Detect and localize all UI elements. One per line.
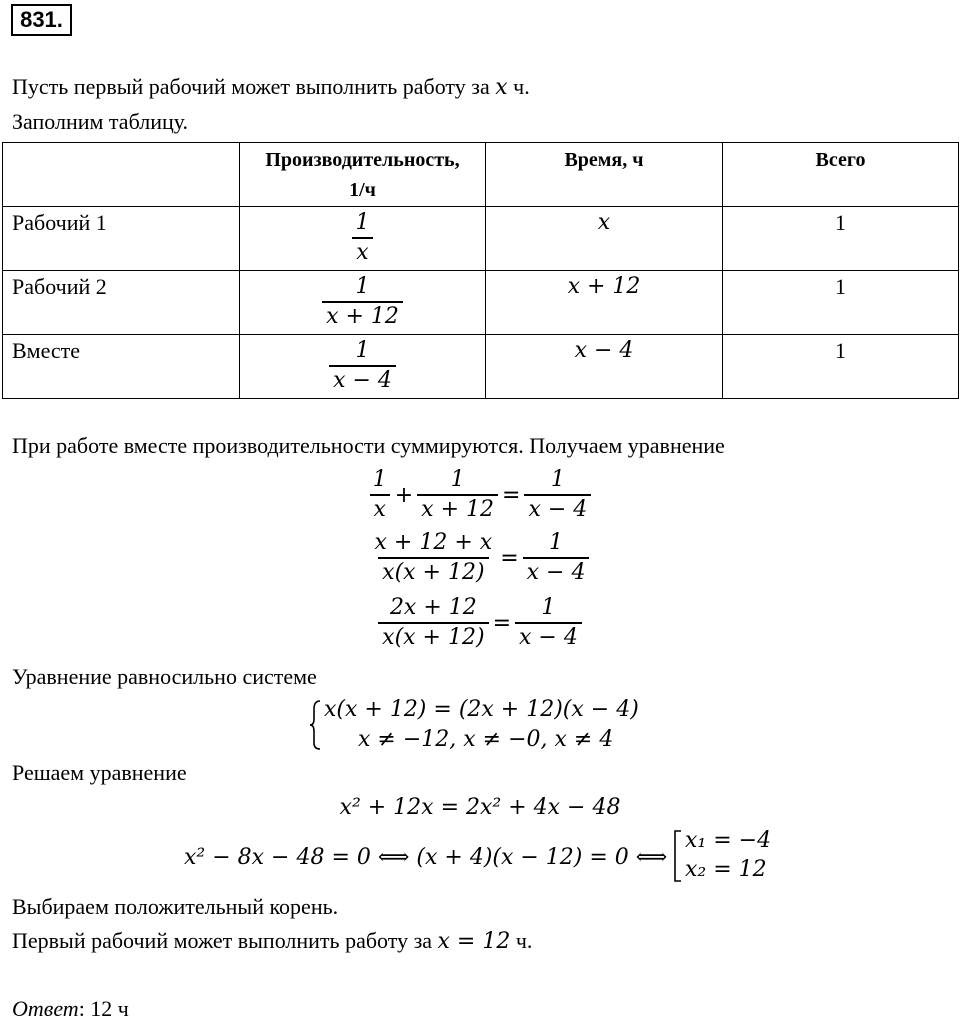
- text-sum: При работе вместе производительности суммируются. Получаем уравнение: [12, 433, 725, 458]
- conclusion: [12, 928, 532, 954]
- row-total: 1: [723, 271, 959, 335]
- data-table: [2, 142, 959, 399]
- bracket-icon: [673, 830, 683, 882]
- conclusion-math: x = 12: [437, 929, 511, 954]
- solve-step-2: x² − 8x − 48 = 0 ⟺ (x + 4)(x − 12) = 0 ⟺: [184, 845, 668, 870]
- intro-line-1: [12, 74, 530, 100]
- answer-value: : 12 ч: [78, 996, 129, 1021]
- root-2: x₂ = 12: [685, 857, 767, 882]
- table-header-time: Время, ч: [486, 143, 723, 207]
- row-total: 1: [723, 335, 959, 399]
- table-row: [3, 207, 959, 271]
- text-solve: Решаем уравнение: [12, 760, 187, 785]
- intro-unit: ч.: [507, 74, 530, 99]
- conclusion-text: Первый рабочий может выполнить работу за: [12, 928, 438, 953]
- row-name: Рабочий 2: [3, 271, 240, 335]
- row-name: Вместе: [3, 335, 240, 399]
- intro-variable: x: [495, 75, 508, 100]
- table-header-row: [3, 143, 959, 207]
- text-choose: Выбираем положительный корень.: [12, 894, 339, 919]
- row-productivity: $\frac{1}{x + 12}$: [240, 271, 486, 335]
- row-total: 1: [723, 207, 959, 271]
- answer-label: Ответ: [12, 996, 79, 1021]
- root-1: x₁ = −4: [685, 828, 772, 853]
- intro-text: Пусть первый рабочий может выполнить работу за: [12, 74, 496, 99]
- row-name: Рабочий 1: [3, 207, 240, 271]
- answer: [12, 996, 129, 1022]
- table-header-productivity: Производительность, 1/ч: [240, 143, 486, 207]
- table-row: [3, 271, 959, 335]
- row-time: x − 4: [486, 335, 723, 399]
- row-time: x: [486, 207, 723, 271]
- equation-3: $\frac{2x + 12}{x(x + 12)}$ = $\frac{1}{x - 4}$: [0, 594, 960, 652]
- intro-line-2: Заполним таблицу.: [12, 109, 189, 134]
- table-header-total: Всего: [723, 143, 959, 207]
- equation-1: $\frac{1}{x}$ + $\frac{1}{x + 12}$ = $\frac{1}{x - 4}$: [0, 466, 960, 524]
- row-time: x + 12: [486, 271, 723, 335]
- text-system: Уравнение равносильно системе: [12, 664, 317, 689]
- system-line-1: x(x + 12) = (2x + 12)(x − 4): [324, 697, 639, 722]
- solve-step-1: x² + 12x = 2x² + 4x − 48: [339, 795, 621, 820]
- problem-number: 831.: [11, 4, 72, 36]
- table-row: [3, 335, 959, 399]
- table-header-empty: [3, 143, 240, 207]
- conclusion-unit: ч.: [510, 928, 533, 953]
- equation-2: $\frac{x + 12 + x}{x(x + 12)}$ = $\frac{1}{x - 4}$: [0, 529, 960, 587]
- system-line-2: x ≠ −12, x ≠ −0, x ≠ 4: [358, 727, 614, 752]
- row-productivity: $\frac{1}{x - 4}$: [240, 335, 486, 399]
- row-productivity: $\frac{1}{x}$: [240, 207, 486, 271]
- brace-icon: [308, 699, 322, 751]
